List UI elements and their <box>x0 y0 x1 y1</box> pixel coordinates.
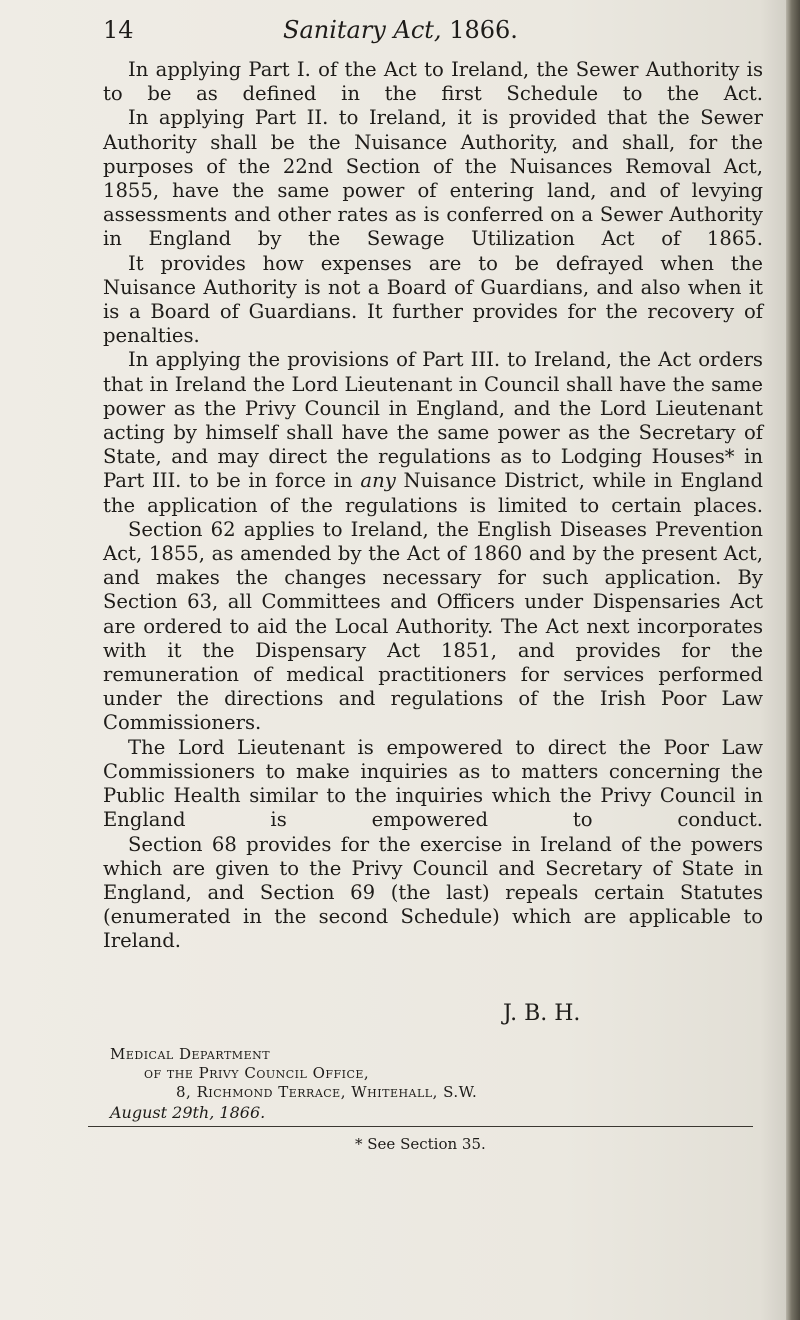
paragraph-part-two: In applying Part II. to Ireland, it is provided that the Sewer Authority shall be the Nuisance Authority, and shall, for the purposes of the 22nd Section of the Nuisances Removal Act, 1855, have the same power of entering land, and of levying assessments and other rates as is conferred on a Sewer Authority in England by the Sewage Utilization Act of 1865. <box>103 106 763 251</box>
address-line-street: 8, Richmond Terrace, Whitehall, S.W. <box>176 1083 478 1101</box>
address-line-office: of the Privy Council Office, <box>144 1064 370 1082</box>
office-address <box>110 1045 477 1122</box>
author-initials: J. B. H. <box>503 1001 581 1026</box>
paragraph-section-68: Section 68 provides for the exercise in Ireland of the powers which are given to the Privy Council and Secretary of State in England, and Section 69 (the last) repeals certain Statutes (enumerated in the second Schedule) which are applicable to Ireland. <box>103 832 763 953</box>
address-date: August 29th, 1866. <box>110 1103 266 1122</box>
paragraph-part-three-before: In applying the provisions of Part III. to Ireland, the Act orders that in Ireland the Lord Lieutenant in Council shall have the same power as the Privy Council in England, and the Lord Lieutenant acting by himself shall have the same power as the Secretary of State, and may direct the regulations as to Lodging Houses* in Part III. to be in force in <box>103 348 763 493</box>
footnote-rule <box>88 1126 753 1127</box>
paragraph-part-one: In applying Part I. of the Act to Ireland, the Sewer Authority is to be as defined in the first Schedule to the Act. <box>103 58 763 106</box>
footnote: * See Section 35. <box>355 1135 486 1153</box>
page-number: 14 <box>103 16 134 44</box>
paragraph-part-three <box>103 348 763 517</box>
paragraph-section-62: Section 62 applies to Ireland, the English Diseases Prevention Act, 1855, as amended by the Act of 1860 and by the present Act, and makes the changes necessary for such application. By Section 63, all Committees and Officers under Dispensaries Act are ordered to aid the Local Authority. The Act next incorporates with it the Dispensary Act 1851, and provides for the remuneration of medical practitioners for services performed under the directions and regulations of the Irish Poor Law Commissioners. <box>103 517 763 735</box>
paragraph-lord-lieutenant: The Lord Lieutenant is empowered to direct the Poor Law Commissioners to make inquiries as to matters concerning the Public Health similar to the inquiries which the Privy Council in England is empowered to conduct. <box>103 735 763 832</box>
running-header <box>103 16 663 50</box>
address-line-department: Medical Department <box>110 1045 271 1063</box>
paragraph-part-three-emphasis: any <box>360 469 396 493</box>
running-title-text: Sanitary Act, <box>283 16 442 44</box>
paragraph-expenses: It provides how expenses are to be defrayed when the Nuisance Authority is not a Board of Guardians, and also when it is a Board of Guardians. It further provides for the recovery of penalties. <box>103 251 763 348</box>
paragraph-part-three-after: Nuisance District, while in England the application of the regulations is limited to certain places. <box>103 469 763 517</box>
running-title <box>283 16 518 44</box>
running-title-year: 1866. <box>449 16 518 44</box>
book-spine-shadow <box>786 0 800 1320</box>
body-text <box>103 58 763 954</box>
